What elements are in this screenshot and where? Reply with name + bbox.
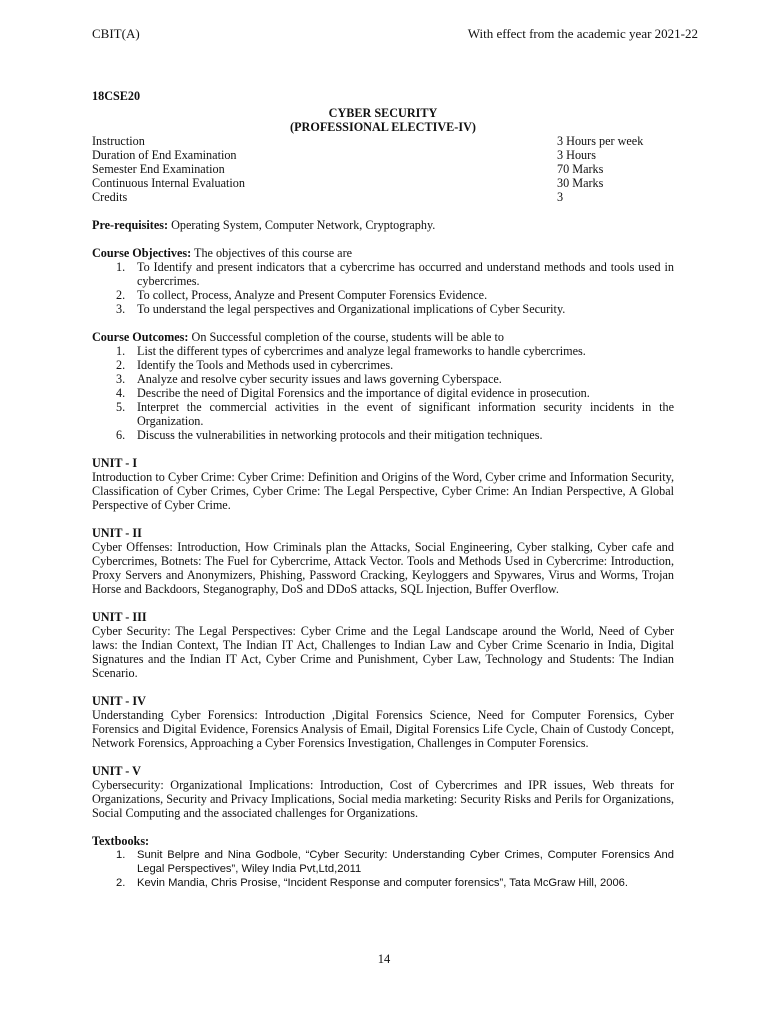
textbooks-heading: Textbooks:: [92, 834, 150, 848]
objectives-label: Course Objectives:: [92, 246, 192, 260]
unit-body: Understanding Cyber Forensics: Introduction ,Digital Forensics Science, Need for Computer Forensics, Cyber Forensics and Digital Evidence, Forensics Analysis of Email, Digital Forensics Life Cycle, Chain of Custody Concept, Network Forensics, Approaching a Cyber Forensics Investigation, Challenges in Computer Forensics.: [92, 708, 674, 750]
header-institution: CBIT(A): [92, 26, 140, 41]
item-text: Sunit Belpre and Nina Godbole, “Cyber Security: Understanding Cyber Crimes, Computer Forensics And Legal Perspectives”, Wiley India Pvt,Ltd,2011: [137, 849, 674, 875]
fact-value: 3 Hours: [557, 148, 596, 162]
unit-title: UNIT - III: [92, 610, 147, 624]
outcomes-intro: On Successful completion of the course, students will be able to: [188, 330, 504, 344]
objectives-list: [92, 260, 674, 316]
course-subtitle: (PROFESSIONAL ELECTIVE-IV): [290, 120, 476, 134]
fact-label: Semester End Examination: [92, 162, 225, 176]
course-outcomes-heading: [92, 330, 674, 344]
list-item: [116, 358, 674, 372]
unit-body: Cybersecurity: Organizational Implications: Introduction, Cost of Cybercrimes and IPR issues, Web threats for Organizations, Security and Privacy Implications, Social media marketing: Security Risks and Perils for Organizations, Social Computing and the associated challenges for Organizations.: [92, 778, 674, 820]
textbooks-list: [92, 848, 674, 890]
fact-row: [92, 176, 674, 190]
page-number: 14: [377, 952, 391, 966]
course-title: CYBER SECURITY: [328, 106, 438, 120]
item-number: 2.: [116, 877, 126, 889]
item-text: Interpret the commercial activities in the event of significant information security incidents in the Organization.: [137, 400, 674, 428]
list-item: [116, 848, 674, 876]
outcomes-label: Course Outcomes:: [92, 330, 189, 344]
item-text: To Identify and present indicators that a cybercrime has occurred and understand methods and tools used in cybercrimes.: [137, 260, 674, 288]
unit-section: [92, 456, 674, 512]
item-number: 3.: [116, 372, 126, 386]
item-number: 3.: [116, 302, 126, 316]
list-item: [116, 372, 674, 386]
list-item: [116, 876, 674, 890]
fact-value: 3: [557, 190, 564, 204]
unit-body: Cyber Offenses: Introduction, How Criminals plan the Attacks, Social Engineering, Cyber stalking, Cyber cafe and Cybercrimes, Botnets: The Fuel for Cybercrime, Attack Vector. Tools and Methods Used in Cybercrime: Introduction, Proxy Servers and Anonymizers, Phishing, Password Cracking, Keyloggers and Spywares, Virus and Worms, Trojan Horse and Backdoors, Steganography, DoS and DDoS attacks, SQL Injection, Buffer Overflow.: [92, 540, 674, 596]
item-text: Kevin Mandia, Chris Prosise, “Incident Response and computer forensics”, Tata McGraw Hill, 2006.: [137, 877, 629, 889]
unit-section: [92, 526, 674, 596]
item-number: 1.: [116, 849, 126, 861]
item-number: 2.: [116, 288, 126, 302]
fact-label: Continuous Internal Evaluation: [92, 176, 245, 190]
unit-title: UNIT - II: [92, 526, 142, 540]
course-objectives-heading: [92, 246, 674, 260]
fact-label: Instruction: [92, 134, 145, 148]
item-number: 4.: [116, 386, 126, 400]
fact-value: 30 Marks: [557, 176, 604, 190]
list-item: [116, 288, 674, 302]
fact-row: [92, 148, 674, 162]
course-facts-table: [92, 134, 674, 204]
fact-row: [92, 190, 674, 204]
fact-label: Credits: [92, 190, 128, 204]
list-item: [116, 386, 674, 400]
unit-section: [92, 764, 674, 820]
objectives-intro: The objectives of this course are: [191, 246, 353, 260]
item-text: Describe the need of Digital Forensics and the importance of digital evidence in prosecution.: [137, 386, 590, 400]
header-effective-year: With effect from the academic year 2021-22: [467, 26, 698, 41]
unit-body: Cyber Security: The Legal Perspectives: Cyber Crime and the Legal Landscape around the World, Need of Cyber laws: the Indian Context, The Indian IT Act, Challenges to Indian Law and Cyber Crime Scenario in India, Digital Signatures and the Indian IT Act, Cyber Crime and Punishment, Cyber Law, Technology and Students: The Indian Scenario.: [92, 624, 674, 680]
fact-value: 3 Hours per week: [557, 134, 644, 148]
fact-label: Duration of End Examination: [92, 148, 237, 162]
item-text: List the different types of cybercrimes and analyze legal frameworks to handle cybercrimes.: [137, 344, 586, 358]
prerequisites-label: Pre-requisites:: [92, 218, 169, 232]
unit-body: Introduction to Cyber Crime: Cyber Crime: Definition and Origins of the Word, Cyber crime and Information Security, Classification of Cyber Crimes, Cyber Crime: The Legal Perspective, Cyber Crime: An Indian Perspective, A Global Perspective of Cyber Crime.: [92, 470, 674, 512]
item-text: To collect, Process, Analyze and Present Computer Forensics Evidence.: [137, 288, 488, 302]
unit-title: UNIT - IV: [92, 694, 146, 708]
item-number: 6.: [116, 428, 126, 442]
item-text: Analyze and resolve cyber security issues and laws governing Cyberspace.: [137, 372, 502, 386]
unit-title: UNIT - V: [92, 764, 141, 778]
item-text: Identify the Tools and Methods used in cybercrimes.: [137, 358, 394, 372]
fact-row: [92, 134, 674, 148]
list-item: [116, 260, 674, 288]
item-number: 1.: [116, 344, 126, 358]
item-number: 2.: [116, 358, 126, 372]
course-code: 18CSE20: [92, 89, 141, 103]
unit-title: UNIT - I: [92, 456, 138, 470]
item-number: 1.: [116, 260, 126, 274]
prerequisites: [92, 218, 674, 232]
list-item: [116, 344, 674, 358]
item-text: Discuss the vulnerabilities in networking protocols and their mitigation techniques.: [137, 428, 543, 442]
item-text: To understand the legal perspectives and Organizational implications of Cyber Security.: [137, 302, 566, 316]
syllabus-body: [92, 89, 674, 890]
item-number: 5.: [116, 400, 126, 414]
fact-row: [92, 162, 674, 176]
outcomes-list: [92, 344, 674, 442]
unit-section: [92, 610, 674, 680]
unit-section: [92, 694, 674, 750]
list-item: [116, 400, 674, 428]
list-item: [116, 428, 674, 442]
list-item: [116, 302, 674, 316]
prerequisites-text: Operating System, Computer Network, Cryptography.: [168, 218, 436, 232]
fact-value: 70 Marks: [557, 162, 604, 176]
